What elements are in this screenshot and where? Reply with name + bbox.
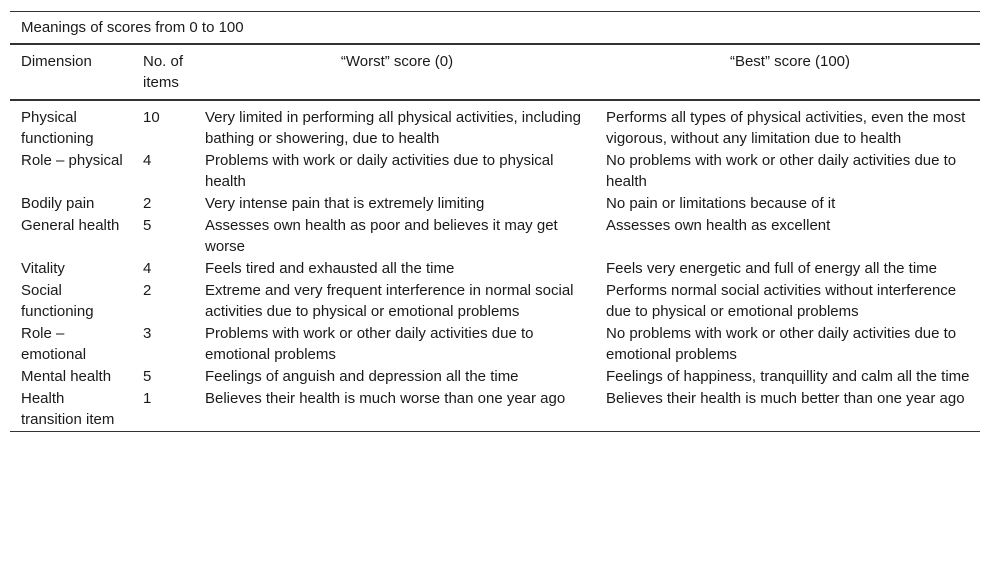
cell-items: 4 — [143, 152, 152, 169]
table-row — [10, 366, 980, 388]
table-row — [10, 323, 980, 366]
cell-items: 2 — [143, 282, 152, 299]
table-row — [10, 100, 980, 150]
cell-items: 1 — [132, 388, 194, 432]
cell-best: Performs normal social activities without interference due to physical or emotional problems — [606, 282, 957, 320]
table-row — [10, 280, 980, 323]
cell-best: Feelings of happiness, tranquillity and calm all the time — [606, 368, 970, 385]
cell-best: No problems with work or other daily activities due to emotional problems — [606, 325, 957, 363]
cell-items: 3 — [143, 325, 152, 342]
cell-worst: Very limited in performing all physical activities, including bathing or showering, due to health — [205, 109, 581, 147]
table-row — [10, 258, 980, 280]
cell-dimension: Role – emotional — [21, 325, 87, 363]
table-caption: Meanings of scores from 0 to 100 — [10, 12, 980, 45]
table-header-row — [10, 44, 980, 100]
cell-worst: Extreme and very frequent interference in normal social activities due to physical or emotional problems — [205, 282, 574, 320]
cell-dimension: Role – physical — [21, 152, 123, 169]
cell-worst: Problems with work or daily activities due to physical health — [205, 152, 554, 190]
cell-items: 10 — [143, 109, 160, 126]
sf36-dimensions-table — [10, 11, 980, 432]
cell-best: No problems with work or other daily activities due to health — [606, 152, 957, 190]
cell-worst: Believes their health is much worse than one year ago — [194, 388, 595, 432]
table-row — [10, 215, 980, 258]
cell-worst: Assesses own health as poor and believes it may get worse — [205, 217, 558, 255]
cell-items: 5 — [143, 368, 152, 385]
cell-items: 2 — [143, 195, 152, 212]
cell-best: Believes their health is much better than one year ago — [595, 388, 980, 432]
cell-dimension: General health — [21, 217, 120, 234]
cell-best: Performs all types of physical activities, even the most vigorous, without any limitation due to health — [606, 109, 966, 147]
cell-best: Assesses own health as excellent — [606, 217, 831, 234]
cell-best: Feels very energetic and full of energy all the time — [606, 260, 938, 277]
sf36-table-container — [10, 11, 980, 432]
cell-dimension: Mental health — [21, 368, 112, 385]
cell-dimension: Social functioning — [21, 282, 94, 320]
cell-dimension: Physical functioning — [21, 109, 94, 147]
cell-dimension: Vitality — [21, 260, 65, 277]
cell-dimension: Bodily pain — [21, 195, 95, 212]
cell-items: 5 — [143, 217, 152, 234]
cell-worst: Very intense pain that is extremely limiting — [205, 195, 485, 212]
table-row — [10, 388, 980, 432]
table-caption-row — [10, 12, 980, 45]
cell-best: No pain or limitations because of it — [606, 195, 836, 212]
cell-worst: Problems with work or other daily activities due to emotional problems — [205, 325, 534, 363]
cell-worst: Feelings of anguish and depression all the time — [205, 368, 519, 385]
header-worst-score: “Worst” score (0) — [194, 44, 595, 100]
cell-worst: Feels tired and exhausted all the time — [205, 260, 455, 277]
header-items: No. of items — [132, 44, 194, 100]
table-row — [10, 150, 980, 193]
cell-dimension: Health transition item — [10, 388, 132, 432]
table-row — [10, 193, 980, 215]
cell-items: 4 — [143, 260, 152, 277]
header-dimension: Dimension — [10, 44, 132, 100]
header-best-score: “Best” score (100) — [595, 44, 980, 100]
